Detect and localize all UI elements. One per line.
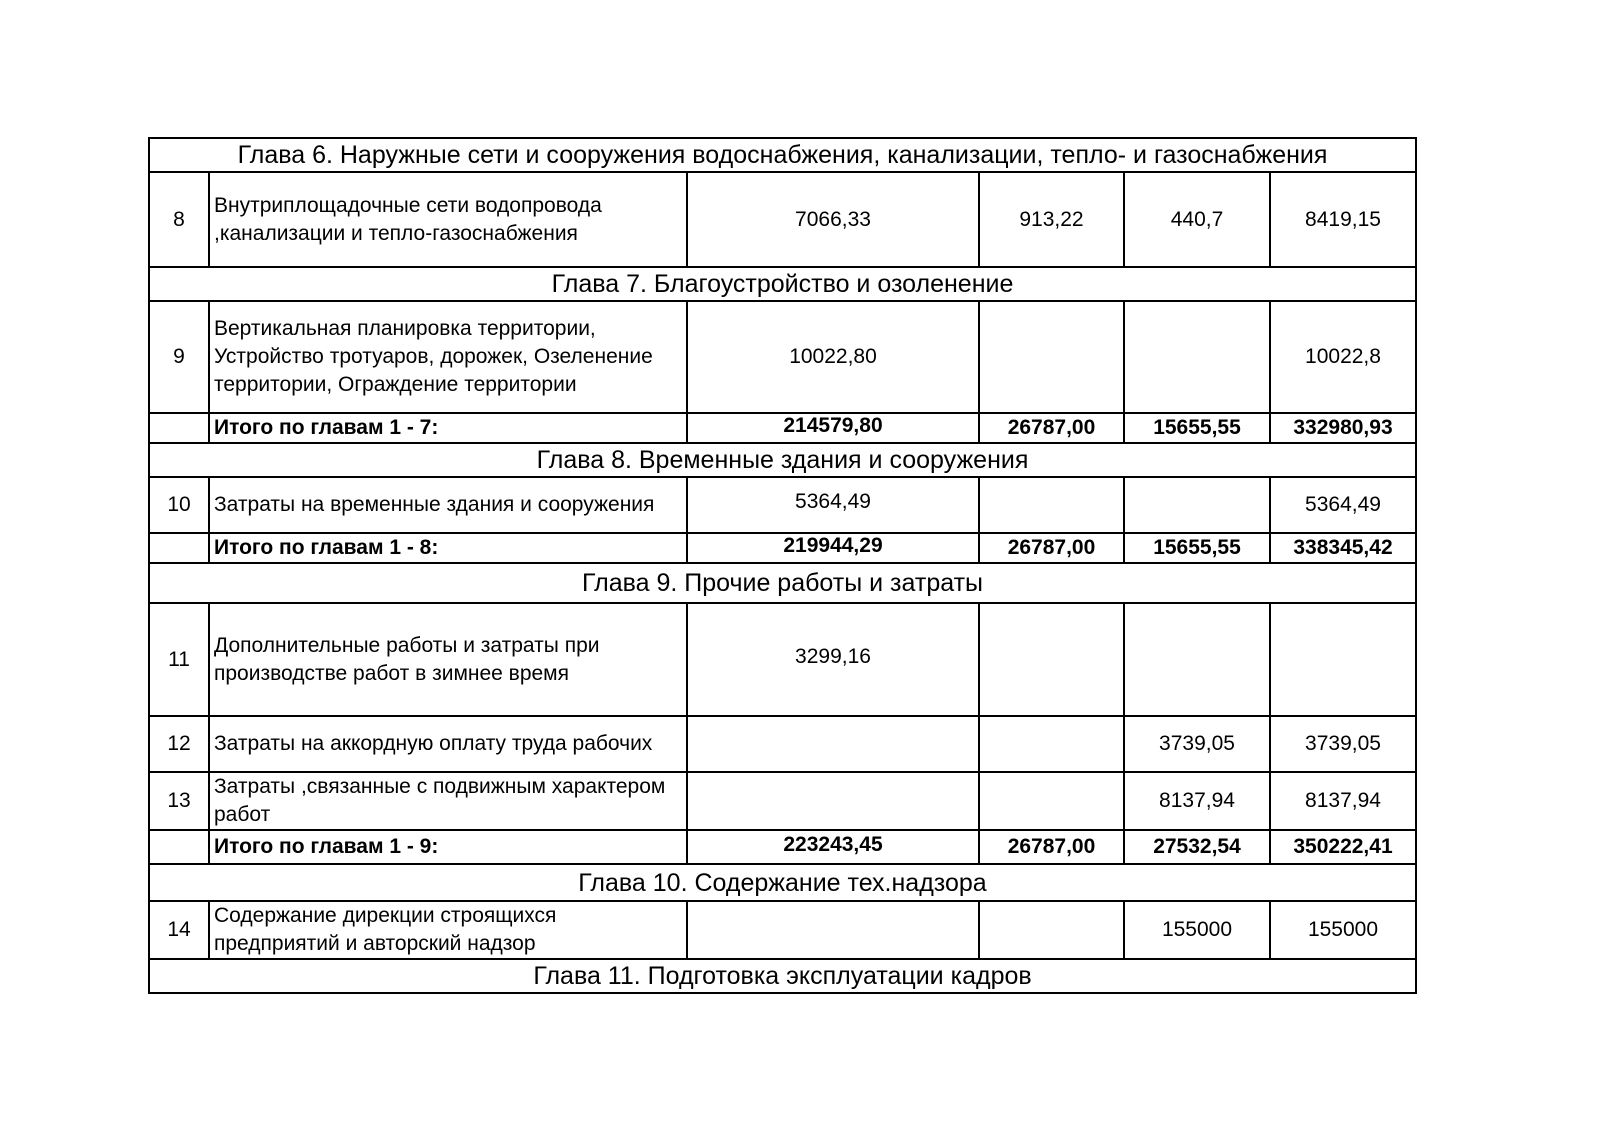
chapter-title: Глава 9. Прочие работы и затраты: [149, 563, 1416, 603]
cell-col1: 5364,49: [687, 477, 979, 533]
cell-col2: [979, 603, 1124, 716]
chapter-title: Глава 8. Временные здания и сооружения: [149, 443, 1416, 477]
row-number: [149, 830, 209, 864]
table-row: [149, 477, 1416, 533]
row-number: 13: [149, 772, 209, 830]
row-name: Затраты ,связанные с подвижным характером работ: [209, 772, 687, 830]
cell-col3: 15655,55: [1124, 413, 1270, 443]
cell-col1: 223243,45: [687, 830, 979, 864]
cell-col4: 5364,49: [1270, 477, 1416, 533]
cell-col4: 332980,93: [1270, 413, 1416, 443]
cell-col3: 3739,05: [1124, 716, 1270, 772]
cell-col1: [687, 901, 979, 959]
cell-col2: [979, 772, 1124, 830]
row-number: 12: [149, 716, 209, 772]
row-number: 8: [149, 172, 209, 267]
table-row: [149, 772, 1416, 830]
chapter-row: [149, 563, 1416, 603]
row-name: Дополнительные работы и затраты при производстве работ в зимнее время: [209, 603, 687, 716]
cell-col2: [979, 301, 1124, 413]
cell-col1: 214579,80: [687, 413, 979, 443]
chapter-title: Глава 6. Наружные сети и сооружения водоснабжения, канализации, тепло- и газоснабжения: [149, 138, 1416, 172]
cell-col2: [979, 716, 1124, 772]
chapter-row: [149, 864, 1416, 901]
cell-col3: [1124, 301, 1270, 413]
table-row: [149, 172, 1416, 267]
total-label: Итого по главам 1 - 7:: [209, 413, 687, 443]
cell-col3: 155000: [1124, 901, 1270, 959]
cell-col2: [979, 477, 1124, 533]
cell-col3: 8137,94: [1124, 772, 1270, 830]
cell-col1: 10022,80: [687, 301, 979, 413]
cell-col2: [979, 901, 1124, 959]
total-row: [149, 533, 1416, 563]
row-name: Внутриплощадочные сети водопровода ,канализации и тепло-газоснабжения: [209, 172, 687, 267]
cell-col2: 26787,00: [979, 533, 1124, 563]
chapter-row: [149, 267, 1416, 301]
cell-col1: 7066,33: [687, 172, 979, 267]
chapter-row: [149, 138, 1416, 172]
chapter-title: Глава 10. Содержание тех.надзора: [149, 864, 1416, 901]
cell-col1: 3299,16: [687, 603, 979, 716]
cell-col1: [687, 772, 979, 830]
row-number: 14: [149, 901, 209, 959]
cell-col4: 8419,15: [1270, 172, 1416, 267]
cell-col1: 219944,29: [687, 533, 979, 563]
cell-col4: 3739,05: [1270, 716, 1416, 772]
table-row: [149, 901, 1416, 959]
cell-col4: 10022,8: [1270, 301, 1416, 413]
cell-col2: 913,22: [979, 172, 1124, 267]
row-number: 11: [149, 603, 209, 716]
cell-col3: 440,7: [1124, 172, 1270, 267]
cell-col3: [1124, 477, 1270, 533]
cell-col3: [1124, 603, 1270, 716]
row-number: 10: [149, 477, 209, 533]
cell-col1: [687, 716, 979, 772]
cell-col4: 8137,94: [1270, 772, 1416, 830]
cell-col4: 338345,42: [1270, 533, 1416, 563]
total-row: [149, 413, 1416, 443]
row-name: Затраты на аккордную оплату труда рабочих: [209, 716, 687, 772]
cell-col2: 26787,00: [979, 413, 1124, 443]
cell-col4: 350222,41: [1270, 830, 1416, 864]
total-row: [149, 830, 1416, 864]
cell-col2: 26787,00: [979, 830, 1124, 864]
table-row: [149, 301, 1416, 413]
total-label: Итого по главам 1 - 8:: [209, 533, 687, 563]
chapter-row: [149, 443, 1416, 477]
chapter-title: Глава 11. Подготовка эксплуатации кадров: [149, 959, 1416, 993]
table-row: [149, 716, 1416, 772]
chapter-title: Глава 7. Благоустройство и озоленение: [149, 267, 1416, 301]
chapter-row: [149, 959, 1416, 993]
cell-col3: 15655,55: [1124, 533, 1270, 563]
row-number: [149, 413, 209, 443]
row-number: [149, 533, 209, 563]
row-number: 9: [149, 301, 209, 413]
total-label: Итого по главам 1 - 9:: [209, 830, 687, 864]
estimate-table: [148, 137, 1417, 994]
cell-col4: [1270, 603, 1416, 716]
cell-col3: 27532,54: [1124, 830, 1270, 864]
row-name: Содержание дирекции строящихся предприятий и авторский надзор: [209, 901, 687, 959]
cell-col4: 155000: [1270, 901, 1416, 959]
table-row: [149, 603, 1416, 716]
row-name: Затраты на временные здания и сооружения: [209, 477, 687, 533]
row-name: Вертикальная планировка территории, Устройство тротуаров, дорожек, Озеленение территории, Ограждение территории: [209, 301, 687, 413]
